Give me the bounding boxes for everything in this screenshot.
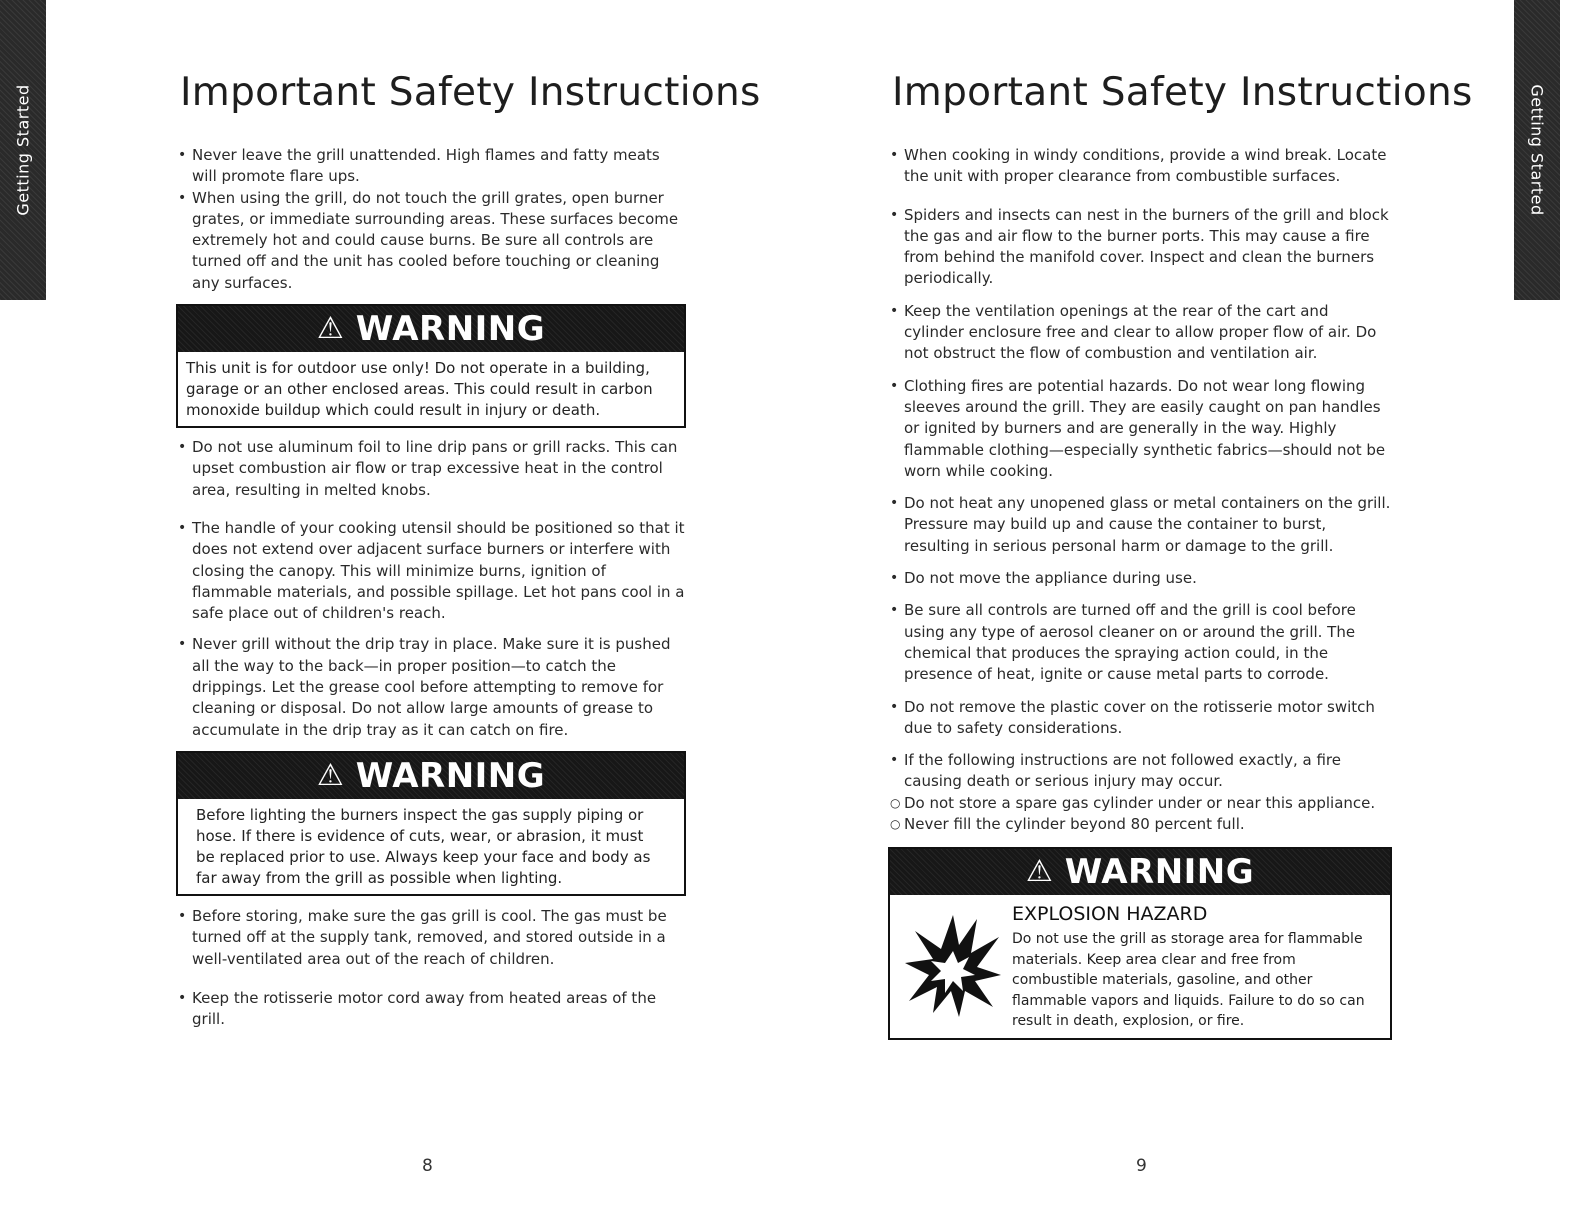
warning-header [178, 753, 684, 799]
list-item: • If the following instructions are not followed exactly, a fire causing death or serious injury may occur. [890, 751, 1341, 791]
warning-label: WARNING [355, 755, 546, 796]
bullet-icon: • [178, 147, 187, 163]
explosion-icon [900, 911, 1006, 1021]
list-item: • Spiders and insects can nest in the burners of the grill and block the gas and air flow to the burner ports. This may cause a fire from behind the manifold cover. Inspect and clean the burners periodically. [890, 205, 1389, 288]
warning-label: WARNING [355, 309, 546, 350]
warning-box [888, 847, 1392, 1040]
section-tab-left [0, 0, 46, 300]
right-page [792, 0, 1584, 1224]
bullet-icon: • [890, 570, 899, 587]
left-column [176, 145, 686, 1030]
list-item: • Do not remove the plastic cover on the rotisserie motor switch due to safety considerations. [890, 697, 1375, 737]
bullet-icon: • [178, 636, 187, 653]
bullet-icon: • [178, 439, 187, 456]
sub-list-item: ○ Do not store a spare gas cylinder under or near this appliance. [888, 793, 1392, 814]
bullet-icon: • [890, 302, 899, 319]
bullet-icon: • [890, 147, 899, 163]
list-item: • Before storing, make sure the gas grill is cool. The gas must be turned off at the supply tank, removed, and stored outside in a well-ventilated area out of the reach of children. [178, 906, 667, 968]
section-tab-label: Getting Started [13, 84, 33, 216]
list-item: • When cooking in windy conditions, provide a wind break. Locate the unit with proper clearance from combustible surfaces. [890, 146, 1387, 186]
bullet-icon: • [178, 189, 187, 206]
warning-text: Do not use the grill as storage area for flammable materials. Keep area clear and free from combustible materials, gasoline, and other flammable vapors and liquids. Failure to do so can result in death, explosion, or fire. [1012, 931, 1365, 1030]
list-item: • The handle of your cooking utensil should be positioned so that it does not extend over adjacent surface burners or interfere with closing the canopy. This will minimize burns, ignition of flammable materials, and possible spillage. Let hot pans cool in a safe place out of children's reach. [178, 518, 685, 623]
warning-box [176, 751, 686, 896]
warning-heading: EXPLOSION HAZARD [1012, 903, 1208, 926]
warning-box [176, 304, 686, 428]
circle-bullet-icon: ○ [890, 817, 901, 832]
list-item: • Keep the ventilation openings at the rear of the cart and cylinder enclosure free and clear to allow proper flow of air. Do not obstruct the flow of combustion and ventilation air. [890, 301, 1377, 363]
page-title: Important Safety Instructions [180, 70, 761, 115]
warning-triangle-icon: ⚠ [1025, 854, 1053, 890]
list-item: • Never leave the grill unattended. High flames and fatty meats will promote flare ups. [178, 146, 660, 186]
section-tab-label: Getting Started [1527, 84, 1547, 216]
list-item: • When using the grill, do not touch the grill grates, open burner grates, or immediate surrounding areas. These surfaces become extremely hot and could cause burns. Be sure all controls are turned off and the unit has cooled before touching or cleaning any surfaces. [178, 188, 679, 292]
bullet-icon: • [890, 495, 899, 512]
warning-header [890, 849, 1390, 895]
circle-bullet-icon: ○ [890, 795, 901, 810]
warning-label: WARNING [1064, 852, 1255, 893]
list-item: • Never grill without the drip tray in place. Make sure it is pushed all the way to the back—in proper position—to catch the drippings. Let the grease cool before attempting to remove for cleaning or disposal. Do not allow large amounts of grease to accumulate in the drip tray as it can catch on fire. [178, 635, 671, 739]
warning-text: This unit is for outdoor use only! Do not operate in a building, garage or an other enclosed areas. This could result in carbon monoxide buildup which could result in injury or death. [186, 359, 653, 420]
list-item: • Do not heat any unopened glass or metal containers on the grill. Pressure may build up and cause the container to burst, resulting in serious personal harm or damage to the grill. [890, 494, 1391, 555]
page-number: 9 [1136, 1156, 1147, 1176]
sub-list-item: ○ Never fill the cylinder beyond 80 percent full. [888, 814, 1392, 835]
warning-text: Before lighting the burners inspect the gas supply piping or hose. If there is evidence of cuts, wear, or abrasion, it must be replaced prior to use. Always keep your face and body as far away from the grill as possible when lighting. [196, 805, 651, 887]
bullet-icon: • [890, 752, 899, 769]
list-item: • Be sure all controls are turned off and the grill is cool before using any type of aerosol cleaner on or around the grill. The chemical that produces the spraying action could, in the presence of heat, ignite or cause metal parts to corrode. [890, 601, 1356, 684]
warning-triangle-icon: ⚠ [316, 757, 344, 793]
bullet-icon: • [890, 698, 899, 715]
bullet-icon: • [890, 377, 899, 394]
list-item: • Do not move the appliance during use. [888, 568, 1392, 589]
right-column [888, 145, 1392, 1040]
list-item: • Clothing fires are potential hazards. Do not wear long flowing sleeves around the grill. They are easily caught on pan handles or ignited by burners and are generally in the way. Highly flammable clothing—especially synthetic fabrics—should not be worn while cooking. [890, 376, 1386, 480]
bullet-icon: • [890, 206, 899, 223]
bullet-icon: • [178, 519, 187, 536]
bullet-icon: • [890, 602, 899, 619]
warning-body [890, 895, 1390, 1038]
warning-triangle-icon: ⚠ [316, 311, 344, 347]
list-item: • Keep the rotisserie motor cord away from heated areas of the grill. [178, 988, 657, 1029]
warning-header [178, 306, 684, 352]
bullet-icon: • [178, 907, 187, 924]
page-title: Important Safety Instructions [892, 70, 1473, 115]
section-tab-right [1514, 0, 1560, 300]
bullet-icon: • [178, 989, 187, 1006]
list-item: • Do not use aluminum foil to line drip pans or grill racks. This can upset combustion air flow or trap excessive heat in the control area, resulting in melted knobs. [178, 438, 678, 499]
page-number: 8 [422, 1156, 433, 1176]
